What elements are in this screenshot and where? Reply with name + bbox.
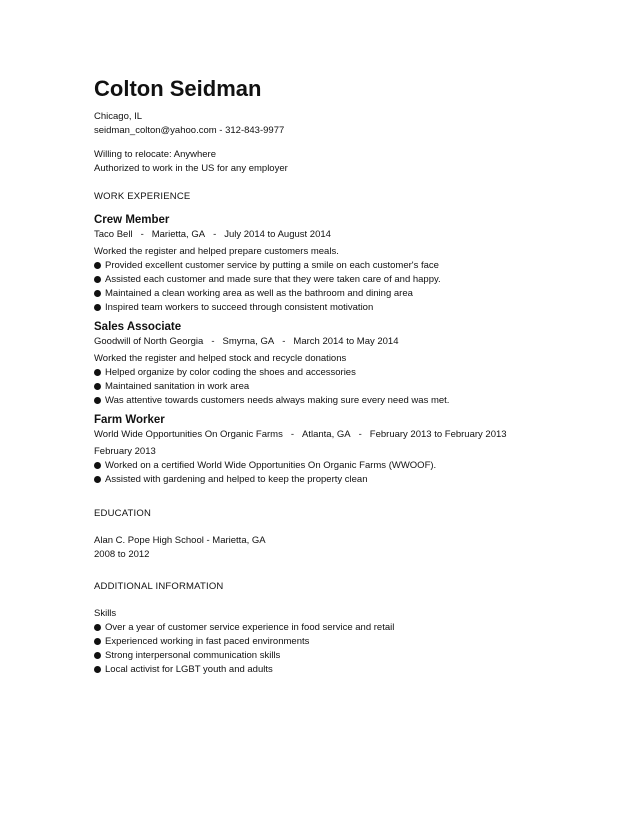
candidate-contact: seidman_colton@yahoo.com - 312-843-9977: [94, 125, 285, 136]
list-item: [94, 621, 594, 635]
bullet-dot-icon: [94, 290, 101, 297]
list-item: [94, 273, 594, 287]
bullet-text: Inspired team workers to succeed through consistent motivation: [105, 302, 374, 313]
bullet-text: Over a year of customer service experience in food service and retail: [105, 622, 395, 633]
bullet-dot-icon: [94, 462, 101, 469]
bullet-text: Worked on a certified World Wide Opportunities On Organic Farms (WWOOF).: [105, 460, 437, 471]
job-entry: [94, 212, 594, 315]
bullet-text: Was attentive towards customers needs always making sure every need was met.: [105, 395, 450, 406]
job-title: Crew Member: [94, 214, 170, 226]
job-dates: February 2013 to February 2013: [369, 429, 507, 440]
job-location: Marietta, GA: [151, 229, 206, 240]
job-dates: March 2014 to May 2014: [293, 336, 399, 347]
bullet-dot-icon: [94, 276, 101, 283]
work-experience-heading: WORK EXPERIENCE: [94, 191, 191, 202]
job-bullets: [94, 366, 594, 408]
job-company: Taco Bell: [94, 229, 133, 240]
list-item: [94, 287, 594, 301]
list-item: [94, 649, 594, 663]
bullet-text: Maintained sanitation in work area: [105, 381, 250, 392]
job-title: Farm Worker: [94, 414, 165, 426]
bullet-dot-icon: [94, 369, 101, 376]
bullet-dot-icon: [94, 476, 101, 483]
job-company: Goodwill of North Georgia: [94, 336, 204, 347]
job-entry: [94, 412, 594, 487]
relocation-note: Willing to relocate: Anywhere: [94, 149, 216, 160]
bullet-text: Maintained a clean working area as well as the bathroom and dining area: [105, 288, 413, 299]
candidate-name: Colton Seidman: [94, 76, 262, 101]
job-meta: [94, 428, 594, 442]
skills-label: Skills: [94, 608, 117, 619]
list-item: [94, 380, 594, 394]
list-item: [94, 301, 594, 315]
job-bullets: [94, 259, 594, 315]
bullet-dot-icon: [94, 383, 101, 390]
list-item: [94, 259, 594, 273]
list-item: [94, 366, 594, 380]
job-location: Smyrna, GA: [222, 336, 275, 347]
bullet-dot-icon: [94, 666, 101, 673]
job-meta: [94, 228, 594, 242]
job-company: World Wide Opportunities On Organic Farms: [94, 429, 283, 440]
list-item: [94, 473, 594, 487]
job-title: Sales Associate: [94, 321, 182, 333]
education-heading: EDUCATION: [94, 508, 152, 519]
bullet-dot-icon: [94, 652, 101, 659]
job-dash: -: [282, 336, 286, 347]
job-location: Atlanta, GA: [302, 429, 351, 440]
job-separator: -: [290, 429, 295, 440]
education-years: 2008 to 2012: [94, 549, 150, 560]
candidate-location: Chicago, IL: [94, 111, 143, 122]
bullet-dot-icon: [94, 624, 101, 631]
additional-info-heading: ADDITIONAL INFORMATION: [94, 581, 224, 592]
job-dash: -: [213, 229, 217, 240]
bullet-text: Provided excellent customer service by putting a smile on each customer's face: [105, 260, 439, 271]
job-bullets: [94, 459, 594, 487]
job-description: Worked the register and helped stock and recycle donations: [94, 353, 347, 364]
job-separator: -: [211, 336, 215, 347]
education-school: Alan C. Pope High School - Marietta, GA: [94, 535, 266, 546]
list-item: [94, 394, 594, 408]
bullet-text: Experienced working in fast paced environments: [105, 636, 310, 647]
list-item: [94, 663, 594, 677]
job-description: Worked the register and helped prepare customers meals.: [94, 246, 339, 257]
bullet-dot-icon: [94, 397, 101, 404]
list-item: [94, 459, 594, 473]
skills-bullets: [94, 621, 594, 677]
job-dates: July 2014 to August 2014: [224, 229, 331, 240]
work-authorization-note: Authorized to work in the US for any employer: [94, 163, 288, 174]
bullet-dot-icon: [94, 638, 101, 645]
bullet-dot-icon: [94, 262, 101, 269]
bullet-text: Helped organize by color coding the shoes and accessories: [105, 367, 356, 378]
resume-page: [94, 74, 594, 677]
job-dash: -: [358, 429, 362, 440]
bullet-text: Local activist for LGBT youth and adults: [105, 664, 273, 675]
bullet-text: Assisted each customer and made sure that they were taken care of and happy.: [105, 274, 441, 285]
bullet-dot-icon: [94, 304, 101, 311]
bullet-text: Strong interpersonal communication skills: [105, 650, 281, 661]
job-separator: -: [140, 229, 144, 240]
job-description: February 2013: [94, 446, 156, 457]
job-entry: [94, 319, 594, 408]
bullet-text: Assisted with gardening and helped to keep the property clean: [105, 474, 368, 485]
job-meta: [94, 335, 594, 349]
list-item: [94, 635, 594, 649]
